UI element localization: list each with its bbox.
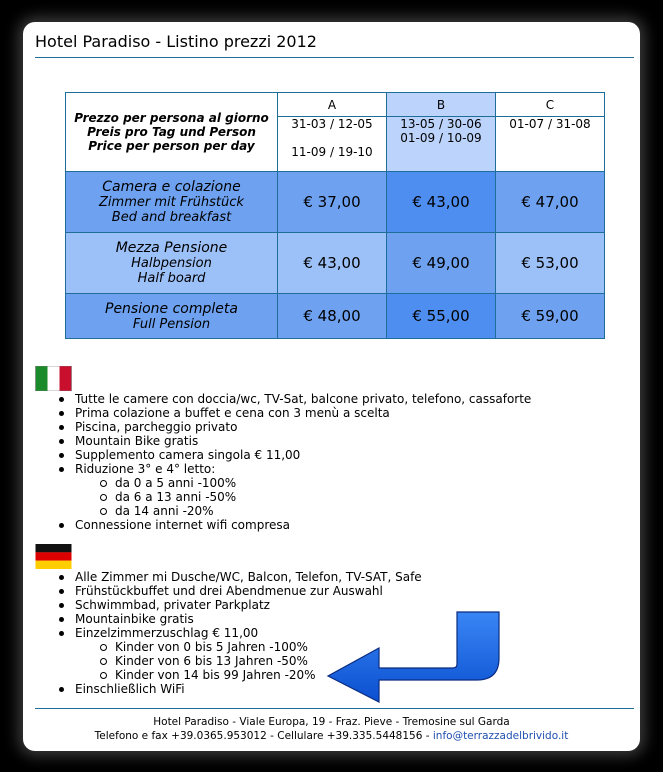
season-b-date-1: 13-05 / 30-06 — [400, 117, 482, 131]
room-type-it: Camera e colazione — [102, 179, 241, 195]
season-b-date-2: 01-09 / 10-09 — [400, 131, 482, 145]
price-cell: € 37,00 — [278, 172, 387, 233]
table-row-half-board — [66, 233, 605, 294]
list-item: Tutte le camere con doccia/wc, TV-Sat, balcone privato, telefono, cassaforte — [71, 392, 531, 406]
german-flag-icon — [35, 544, 72, 569]
footer-divider — [35, 708, 634, 709]
list-item: Prima colazione a buffet e cena con 3 menù a scelta — [71, 406, 531, 420]
season-label-row — [66, 93, 605, 117]
list-item: Piscina, parcheggio privato — [71, 420, 531, 434]
season-c-dates — [496, 117, 605, 172]
price-cell: € 49,00 — [387, 233, 496, 294]
table-row-full-board — [66, 294, 605, 339]
season-a-date-3: 11-09 / 19-10 — [291, 145, 373, 159]
list-item: Schwimmbad, privater Parkplatz — [71, 598, 422, 612]
season-c-date-1: 01-07 / 31-08 — [509, 117, 591, 131]
header-desc-it: Prezzo per persona al giorno — [74, 111, 269, 125]
room-type-it: Mezza Pensione — [115, 240, 228, 256]
sub-list-item: da 14 anni -20% — [71, 504, 531, 518]
room-type-en: Bed and breakfast — [111, 210, 232, 225]
footer-contacts — [23, 729, 640, 743]
table-row-bed-breakfast — [66, 172, 605, 233]
season-a-date-1: 31-03 / 12-05 — [291, 117, 373, 131]
room-type-cell — [66, 233, 278, 294]
room-type-de: Zimmer mit Frühstück — [99, 195, 244, 210]
title-divider — [35, 57, 634, 58]
header-desc-de: Preis pro Tag und Person — [87, 125, 256, 139]
room-type-cell — [66, 294, 278, 339]
list-item: Alle Zimmer mi Dusche/WC, Balcon, Telefon, TV-SAT, Safe — [71, 570, 422, 584]
table-header-description — [66, 93, 278, 172]
price-cell: € 59,00 — [496, 294, 605, 339]
price-cell: € 43,00 — [387, 172, 496, 233]
list-item: Riduzione 3° e 4° letto: — [71, 462, 531, 476]
list-item: Connessione internet wifi compresa — [71, 518, 531, 532]
price-table — [65, 92, 605, 339]
room-type-it: Pensione completa — [105, 300, 238, 317]
list-item: Einzelzimmerzuschlag € 11,00 — [71, 626, 422, 640]
price-cell: € 47,00 — [496, 172, 605, 233]
price-cell: € 53,00 — [496, 233, 605, 294]
italian-amenities-list — [71, 392, 531, 532]
list-item: Frühstückbuffet und drei Abendmenue zur Auswahl — [71, 584, 422, 598]
room-type-en: Half board — [137, 271, 206, 286]
room-type-cell — [66, 172, 278, 233]
footer-phones: Telefono e fax +39.0365.953012 - Cellulare +39.335.5448156 - — [94, 730, 433, 742]
room-type-de: Halbpension — [131, 256, 212, 271]
header-desc-en: Price per person per day — [88, 139, 255, 153]
price-cell: € 55,00 — [387, 294, 496, 339]
price-cell: € 43,00 — [278, 233, 387, 294]
season-c-label: C — [496, 93, 605, 117]
price-cell: € 48,00 — [278, 294, 387, 339]
list-item: Supplemento camera singola € 11,00 — [71, 448, 531, 462]
season-b-label: B — [387, 93, 496, 117]
season-a-dates — [278, 117, 387, 172]
page-title: Hotel Paradiso - Listino prezzi 2012 — [35, 32, 317, 51]
italian-flag-icon — [35, 366, 72, 391]
arrow-left-icon — [323, 610, 503, 705]
list-item: Mountainbike gratis — [71, 612, 422, 626]
email-link[interactable]: info@terrazzadelbrivido.it — [432, 730, 569, 742]
sub-list-item: da 6 a 13 anni -50% — [71, 490, 531, 504]
sub-list-item: da 0 a 5 anni -100% — [71, 476, 531, 490]
footer-address: Hotel Paradiso - Viale Europa, 19 - Fraz. Pieve - Tremosine sul Garda — [153, 716, 510, 728]
room-type-en: Full Pension — [132, 316, 211, 332]
content-panel — [23, 22, 640, 751]
season-a-date-2 — [278, 131, 386, 145]
footer — [23, 715, 640, 743]
list-item: Mountain Bike gratis — [71, 434, 531, 448]
sub-list-item: Kinder von 14 bis 99 Jahren -20% — [71, 668, 422, 682]
sub-list-item: Kinder von 6 bis 13 Jahren -50% — [71, 654, 422, 668]
list-item: Einschließlich WiFi — [71, 682, 422, 696]
sub-list-item: Kinder von 0 bis 5 Jahren -100% — [71, 640, 422, 654]
season-a-label: A — [278, 93, 387, 117]
season-b-dates — [387, 117, 496, 172]
